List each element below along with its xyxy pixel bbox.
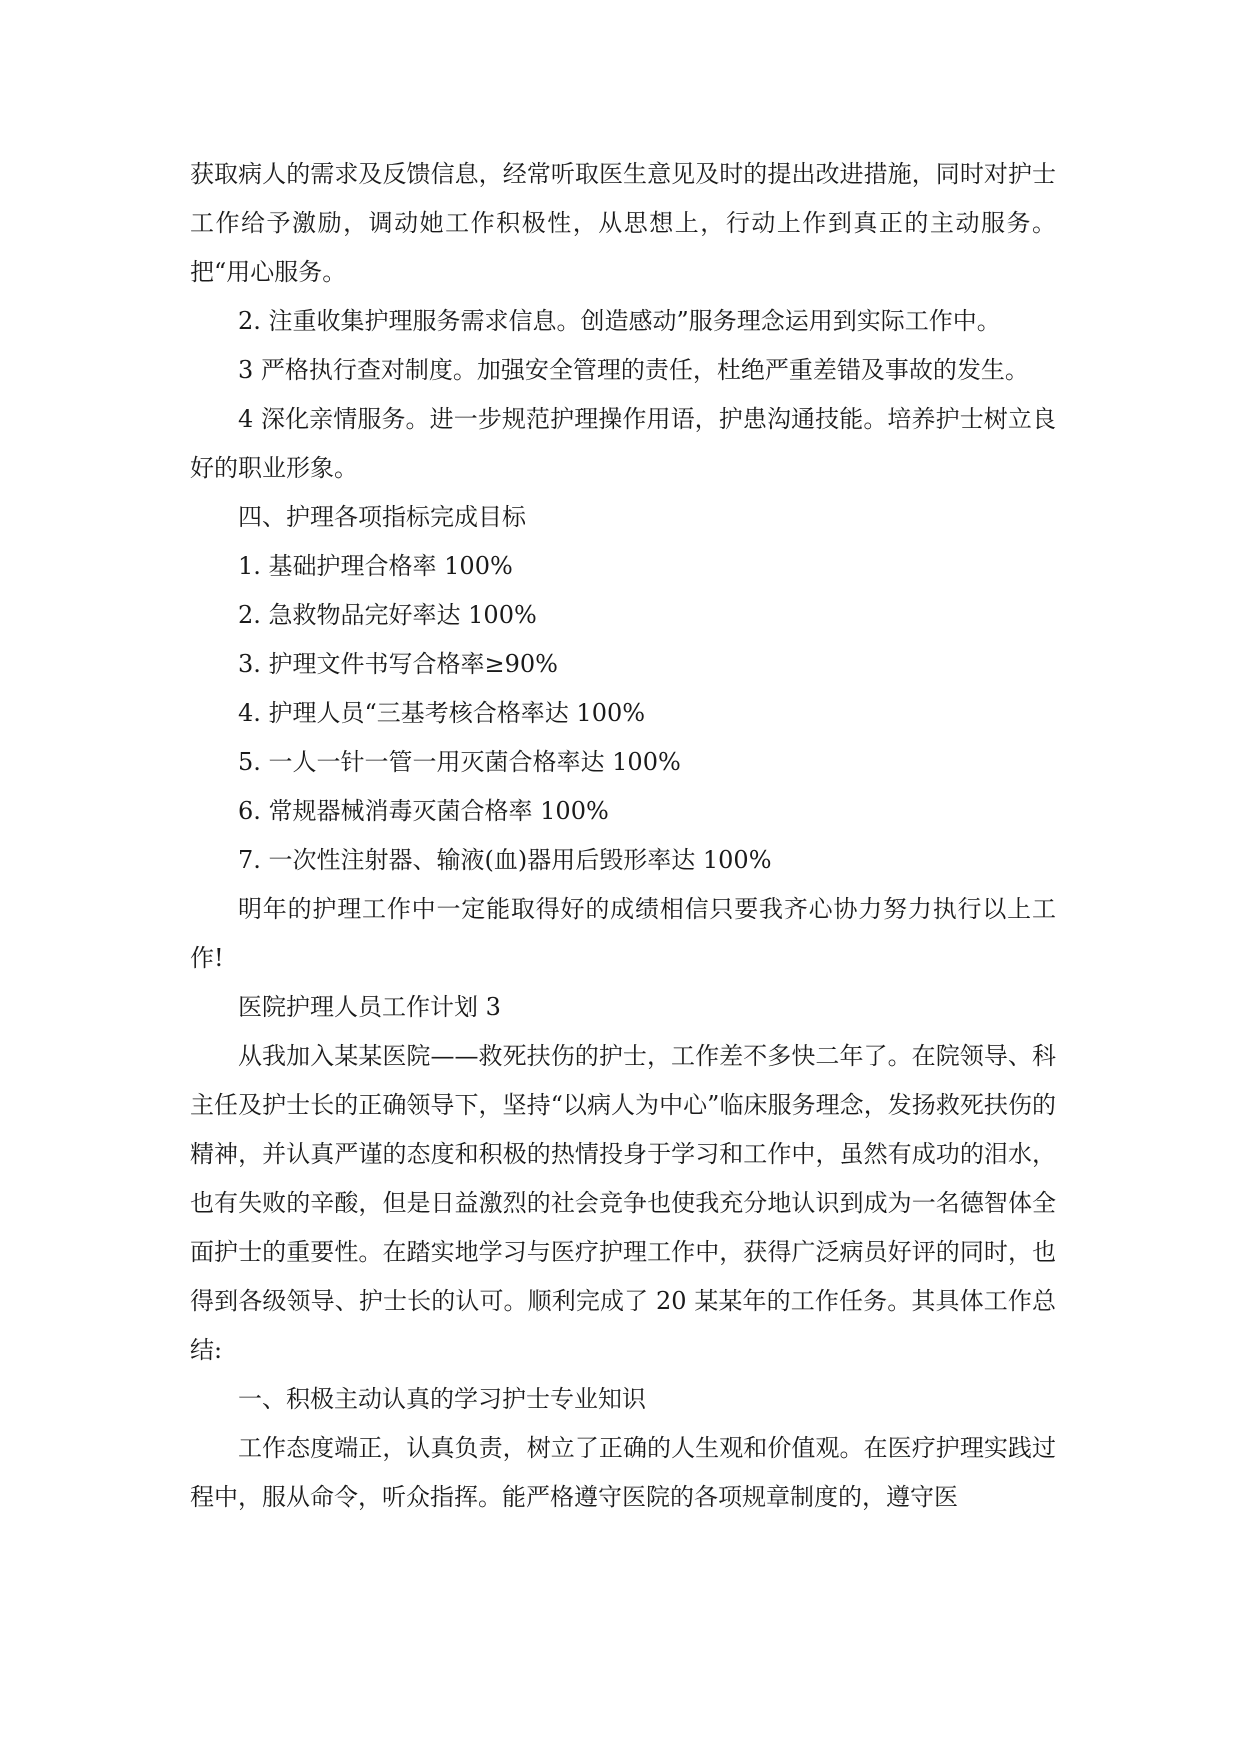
paragraph-item-4: 4 深化亲情服务。进一步规范护理操作用语，护患沟通技能。培养护士树立良好的职业形象。 [190, 405, 1056, 482]
target-item-2: 2. 急救物品完好率达 100% [238, 601, 537, 629]
target-item-7: 7. 一次性注射器、输液(血)器用后毁形率达 100% [238, 846, 772, 874]
target-item-5: 5. 一人一针一管一用灭菌合格率达 100% [238, 748, 681, 776]
paragraph-item-3: 3 严格执行查对制度。加强安全管理的责任，杜绝严重差错及事故的发生。 [238, 356, 1029, 384]
section-heading-targets: 四、护理各项指标完成目标 [238, 503, 526, 531]
section-title-plan-3: 医院护理人员工作计划 3 [238, 993, 501, 1021]
closing-paragraph: 明年的护理工作中一定能取得好的成绩相信只要我齐心协力努力执行以上工作! [190, 895, 1056, 972]
paragraph-continuation: 获取病人的需求及反馈信息，经常听取医生意见及时的提出改进措施，同时对护士工作给予激励，调动她工作积极性，从思想上，行动上作到真正的主动服务。把“用心服务。 [190, 160, 1056, 286]
work-attitude-paragraph: 工作态度端正，认真负责，树立了正确的人生观和价值观。在医疗护理实践过程中，服从命令，听众指挥。能严格遵守医院的各项规章制度的，遵守医 [190, 1434, 1056, 1511]
section-heading-study: 一、积极主动认真的学习护士专业知识 [238, 1385, 646, 1413]
target-item-3: 3. 护理文件书写合格率≥90% [238, 650, 558, 678]
document-body [190, 150, 1056, 1522]
target-item-1: 1. 基础护理合格率 100% [238, 552, 513, 580]
intro-paragraph: 从我加入某某医院——救死扶伤的护士，工作差不多快二年了。在院领导、科主任及护士长的正确领导下，坚持“以病人为中心”临床服务理念，发扬救死扶伤的精神，并认真严谨的态度和积极的热情投身于学习和工作中，虽然有成功的泪水，也有失败的辛酸，但是日益激烈的社会竞争也使我充分地认识到成为一名德智体全面护士的重要性。在踏实地学习与医疗护理工作中，获得广泛病员好评的同时，也得到各级领导、护士长的认可。顺利完成了 20 某某年的工作任务。其具体工作总结: [190, 1042, 1056, 1364]
paragraph-item-2: 2. 注重收集护理服务需求信息。创造感动”服务理念运用到实际工作中。 [238, 307, 1001, 335]
target-item-4: 4. 护理人员“三基考核合格率达 100% [238, 699, 646, 727]
target-item-6: 6. 常规器械消毒灭菌合格率 100% [238, 797, 609, 825]
